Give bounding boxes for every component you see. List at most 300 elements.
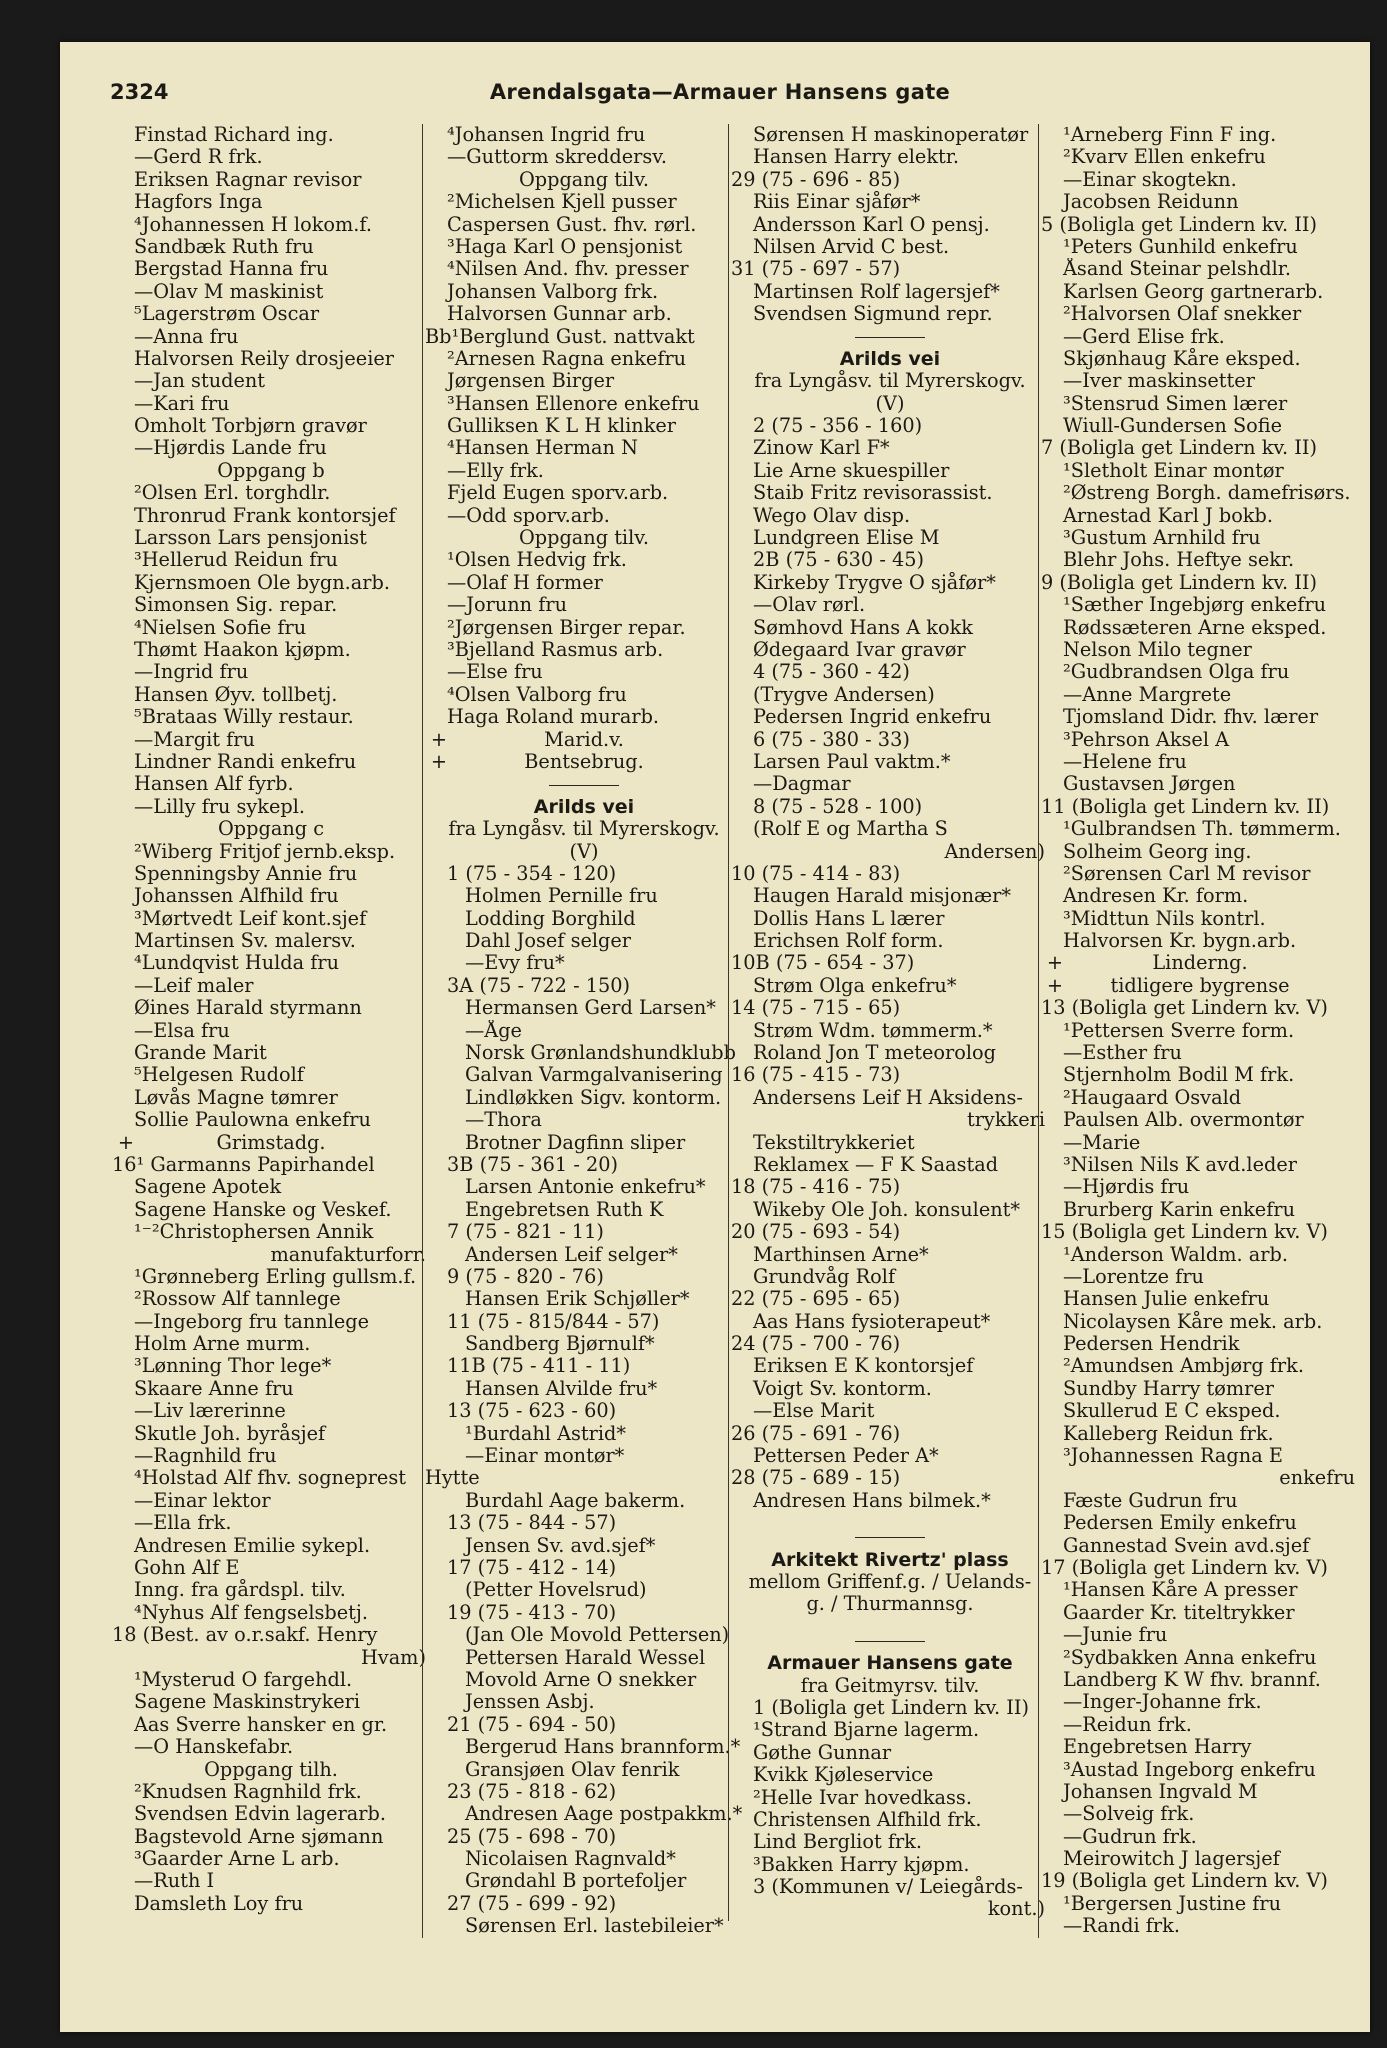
column-4 bbox=[1038, 124, 1359, 1938]
directory-entry: —O Hanskefabr. bbox=[134, 1736, 294, 1759]
directory-entry: ²Helle Ivar hovedkass. bbox=[753, 1786, 972, 1809]
directory-entry: 22 (75 - 695 - 65) bbox=[731, 1288, 901, 1311]
directory-entry: (Trygve Andersen) bbox=[753, 683, 935, 706]
directory-entry: 4 (75 - 360 - 42) bbox=[753, 661, 910, 684]
directory-entry: Andresen Hans bilmek.* bbox=[753, 1489, 991, 1512]
directory-entry: Hansen Erik Schjøller* bbox=[465, 1288, 690, 1311]
directory-entry: 16 (75 - 415 - 73) bbox=[731, 1064, 901, 1087]
cross-icon: + bbox=[430, 750, 448, 773]
section-divider bbox=[425, 773, 743, 795]
directory-entry: ⁴Nielsen Sofie fru bbox=[134, 616, 307, 639]
directory-entry: —Gerd Elise frk. bbox=[1063, 325, 1225, 348]
directory-entry: —Hjørdis Lande fru bbox=[134, 437, 327, 460]
directory-entry: ¹Burdahl Astrid* bbox=[465, 1422, 627, 1445]
directory-entry: —Ragnhild fru bbox=[134, 1445, 277, 1468]
directory-entry: 18 (75 - 416 - 75) bbox=[731, 1176, 901, 1199]
directory-entry: 13 (Boligla get Lindern kv. V) bbox=[1041, 997, 1328, 1020]
spacer bbox=[731, 1616, 1049, 1630]
directory-entry: ³Austad Ingeborg enkefru bbox=[1063, 1758, 1316, 1781]
directory-entry: Brotner Dagfinn sliper bbox=[465, 1131, 686, 1154]
directory-entry: —Else fru bbox=[447, 661, 543, 684]
directory-entry: 15 (Boligla get Lindern kv. V) bbox=[1041, 1221, 1328, 1244]
directory-entry: ²Jørgensen Birger repar. bbox=[447, 616, 686, 639]
directory-entry: Staib Fritz revisorassist. bbox=[753, 482, 993, 505]
directory-entry: enkefru bbox=[1279, 1467, 1355, 1490]
directory-entry: Sundby Harry tømrer bbox=[1063, 1377, 1275, 1400]
directory-entry: ¹Arneberg Finn F ing. bbox=[1063, 124, 1277, 146]
directory-entry: Sagene Apotek bbox=[134, 1176, 282, 1199]
directory-entry: 17 (Boligla get Lindern kv. V) bbox=[1041, 1557, 1328, 1579]
directory-entry: Martinsen Sv. malersv. bbox=[134, 930, 356, 953]
directory-entry: Nelson Milo tegner bbox=[1063, 638, 1252, 661]
directory-entry: Meirowitch J lagersjef bbox=[1063, 1848, 1280, 1871]
directory-entry: ³Gaarder Arne L arb. bbox=[134, 1848, 340, 1871]
directory-entry: Hytte bbox=[425, 1467, 480, 1490]
directory-entry: ³Haga Karl O pensjonist bbox=[447, 235, 683, 258]
directory-entry: Hagfors Inga bbox=[134, 191, 263, 214]
directory-entry: 31 (75 - 697 - 57) bbox=[731, 258, 901, 281]
directory-entry: 27 (75 - 699 - 92) bbox=[447, 1892, 617, 1915]
directory-entry: Simonsen Sig. repar. bbox=[134, 594, 338, 617]
directory-entry: 3 (Kommunen v/ Leiegårds- bbox=[753, 1876, 1023, 1899]
directory-entry: ²Halvorsen Olaf snekker bbox=[1063, 303, 1302, 326]
street-heading: Arilds vei bbox=[533, 795, 635, 818]
directory-entry: ¹Hansen Kåre A presser bbox=[1063, 1579, 1298, 1602]
section-divider bbox=[731, 1630, 1049, 1652]
directory-entry: 13 (75 - 844 - 57) bbox=[447, 1512, 617, 1535]
directory-entry: Sørensen H maskinoperatør bbox=[753, 124, 1029, 146]
directory-entry: Roland Jon T meteorolog bbox=[753, 1042, 996, 1065]
directory-entry: 11B (75 - 411 - 11) bbox=[447, 1355, 631, 1378]
directory-entry: Holm Arne murm. bbox=[134, 1333, 311, 1356]
directory-entry: —Elly frk. bbox=[447, 459, 544, 482]
directory-entry: Nilsen Arvid C best. bbox=[753, 235, 950, 258]
directory-entry: Hvam) bbox=[360, 1646, 426, 1669]
directory-entry: Pedersen Hendrik bbox=[1063, 1333, 1240, 1356]
directory-entry: 7 (75 - 821 - 11) bbox=[447, 1221, 604, 1244]
directory-entry: Damsleth Loy fru bbox=[134, 1892, 304, 1915]
directory-entry: Sollie Paulowna enkefru bbox=[134, 1109, 371, 1132]
directory-entry: Sagene Hanske og Veskef. bbox=[134, 1198, 392, 1221]
directory-entry: Løvås Magne tømrer bbox=[134, 1086, 338, 1109]
directory-entry: 1 (75 - 354 - 120) bbox=[447, 862, 617, 885]
directory-entry: ²Østreng Borgh. damefrisørs. bbox=[1063, 482, 1351, 505]
directory-entry: Sagene Maskinstrykeri bbox=[134, 1691, 361, 1714]
directory-entry: —Randi frk. bbox=[1063, 1915, 1180, 1938]
directory-entry: ³Bjelland Rasmus arb. bbox=[447, 638, 664, 661]
directory-entry: Lodding Borghild bbox=[465, 907, 636, 930]
directory-entry: Gustavsen Jørgen bbox=[1063, 773, 1236, 796]
directory-entry: Johanssen Alfhild fru bbox=[134, 885, 339, 908]
directory-entry: ¹Grønneberg Erling gullsm.f. bbox=[134, 1265, 417, 1288]
directory-entry: Pettersen Harald Wessel bbox=[465, 1646, 706, 1669]
directory-entry: Nicolaysen Kåre mek. arb. bbox=[1063, 1310, 1323, 1333]
directory-entry: Caspersen Gust. fhv. rørl. bbox=[447, 213, 697, 236]
directory-entry: 11 (75 - 815/844 - 57) bbox=[447, 1310, 660, 1333]
directory-entry: Thronrud Frank kontorsjef bbox=[134, 504, 396, 527]
directory-entry: Pettersen Peder A* bbox=[753, 1445, 939, 1468]
directory-entry: 11 (Boligla get Lindern kv. II) bbox=[1041, 795, 1330, 818]
directory-entry: 3B (75 - 361 - 20) bbox=[447, 1153, 619, 1176]
street-heading: Arkitekt Rivertz' plass bbox=[771, 1548, 1009, 1571]
directory-entry: 19 (75 - 413 - 70) bbox=[447, 1601, 617, 1624]
directory-entry: Grøndahl B portefoljer bbox=[465, 1870, 687, 1893]
directory-entry: —Inger-Johanne frk. bbox=[1063, 1691, 1262, 1714]
directory-entry: 5 (Boligla get Lindern kv. II) bbox=[1041, 213, 1317, 236]
directory-entry: Pedersen Ingrid enkefru bbox=[753, 706, 992, 729]
directory-entry: Andersens Leif H Aksidens- bbox=[753, 1086, 1023, 1109]
directory-entry: Svendsen Sigmund repr. bbox=[753, 303, 993, 326]
directory-entry: Jørgensen Birger bbox=[447, 370, 615, 393]
directory-entry: ²Gudbrandsen Olga fru bbox=[1063, 661, 1290, 684]
directory-entry: —Iver maskinsetter bbox=[1063, 370, 1255, 393]
directory-entry: Voigt Sv. kontorm. bbox=[753, 1377, 932, 1400]
directory-entry: ⁴Nyhus Alf fengselsbetj. bbox=[134, 1601, 368, 1624]
directory-entry: —Ruth I bbox=[134, 1870, 215, 1893]
directory-entry: Lindner Randi enkefru bbox=[134, 750, 357, 773]
column-2 bbox=[422, 124, 743, 1938]
directory-entry: Erichsen Rolf form. bbox=[753, 930, 944, 953]
directory-entry: Hansen Julie enkefru bbox=[1063, 1288, 1270, 1311]
directory-entry: 14 (75 - 715 - 65) bbox=[731, 997, 901, 1020]
directory-entry: Eriksen Ragnar revisor bbox=[134, 168, 362, 191]
directory-entry: Lind Bergliot frk. bbox=[753, 1831, 922, 1854]
directory-entry: Åsand Steinar pelshdlr. bbox=[1063, 258, 1291, 281]
directory-entry: —Helene fru bbox=[1063, 750, 1187, 773]
directory-entry: Sandbæk Ruth fru bbox=[134, 235, 314, 258]
directory-entry: kont.) bbox=[987, 1898, 1045, 1921]
directory-entry: ⁴Nilsen And. fhv. presser bbox=[447, 258, 689, 281]
cross-street-label: tidligere bygrense bbox=[1110, 974, 1290, 997]
cross-street-label: Linderng. bbox=[1152, 952, 1248, 975]
directory-entry: ²Kvarv Ellen enkefru bbox=[1063, 146, 1266, 169]
cross-icon: + bbox=[430, 728, 448, 751]
directory-entry: Engebretsen Ruth K bbox=[465, 1198, 664, 1221]
directory-entry: 16¹ Garmanns Papirhandel bbox=[112, 1153, 375, 1176]
directory-entry: ⁵Helgesen Rudolf bbox=[134, 1064, 304, 1087]
directory-entry: Kalleberg Reidun frk. bbox=[1063, 1422, 1274, 1445]
directory-entry: Haga Roland murarb. bbox=[447, 706, 660, 729]
directory-entry: —Else Marit bbox=[753, 1400, 875, 1423]
directory-entry: mellom Griffenf.g. / Uelands- bbox=[748, 1571, 1032, 1593]
directory-entry: —Lilly fru sykepl. bbox=[134, 795, 306, 818]
directory-entry: ¹Gulbrandsen Th. tømmerm. bbox=[1063, 818, 1341, 841]
page-title: Arendalsgata—Armauer Hansens gate bbox=[489, 80, 951, 104]
directory-entry: —Gudrun frk. bbox=[1063, 1825, 1197, 1848]
directory-entry: —Jorunn fru bbox=[447, 594, 567, 617]
cross-street-marker bbox=[1041, 975, 1359, 997]
directory-entry: (Petter Hovelsrud) bbox=[465, 1579, 647, 1602]
directory-entry: ³Midttun Nils kontrl. bbox=[1063, 907, 1266, 930]
directory-entry: Wikeby Ole Joh. konsulent* bbox=[753, 1198, 1021, 1221]
directory-entry: 23 (75 - 818 - 62) bbox=[447, 1780, 617, 1803]
directory-entry: Tjomsland Didr. fhv. lærer bbox=[1063, 706, 1319, 729]
directory-entry: 9 (Boligla get Lindern kv. II) bbox=[1041, 571, 1317, 594]
directory-entry: ³Gustum Arnhild fru bbox=[1063, 527, 1261, 550]
directory-entry: —Gerd R frk. bbox=[134, 146, 263, 169]
directory-entry: Spenningsby Annie fru bbox=[134, 862, 358, 885]
directory-entry: Kvikk Kjøleservice bbox=[753, 1764, 934, 1787]
directory-entry: Oppgang c bbox=[217, 818, 325, 841]
directory-entry: Sømhovd Hans A kokk bbox=[753, 616, 973, 639]
directory-entry: ⁵Brataas Willy restaur. bbox=[134, 706, 354, 729]
directory-entry: fra Geitmyrsv. tilv. bbox=[800, 1674, 980, 1697]
directory-entry: Hansen Harry elektr. bbox=[753, 146, 959, 169]
directory-entry: ³Nilsen Nils K avd.leder bbox=[1063, 1153, 1297, 1176]
directory-entry: ¹⁻²Christophersen Annik bbox=[134, 1221, 374, 1244]
spacer bbox=[731, 1512, 1049, 1526]
directory-entry: Halvorsen Gunnar arb. bbox=[447, 303, 672, 326]
directory-entry: ⁴Holstad Alf fhv. sogneprest bbox=[134, 1467, 406, 1490]
directory-entry: ¹Mysterud O fargehdl. bbox=[134, 1668, 353, 1691]
directory-entry: ¹Strand Bjarne lagerm. bbox=[753, 1719, 980, 1742]
directory-entry: Wiull-Gundersen Sofie bbox=[1063, 415, 1283, 438]
directory-entry: Strøm Olga enkefru* bbox=[753, 974, 957, 997]
directory-entry: ²Sørensen Carl M revisor bbox=[1063, 862, 1311, 885]
directory-entry: —Åge bbox=[465, 1019, 522, 1042]
directory-entry: 18 (Best. av o.r.sakf. Henry bbox=[112, 1624, 378, 1647]
directory-entry: Larsson Lars pensjonist bbox=[134, 527, 367, 550]
directory-entry: Wego Olav disp. bbox=[753, 504, 911, 527]
directory-entry: Zinow Karl F* bbox=[753, 437, 890, 460]
directory-entry: Andresen Emilie sykepl. bbox=[134, 1534, 371, 1557]
directory-entry: ³Pehrson Aksel A bbox=[1063, 728, 1230, 751]
directory-entry: Skaare Anne fru bbox=[134, 1377, 294, 1400]
directory-entry: ²Sydbakken Anna enkefru bbox=[1063, 1646, 1317, 1669]
directory-entry: Nicolaisen Ragnvald* bbox=[465, 1848, 676, 1871]
directory-entry: Øines Harald styrmann bbox=[134, 997, 362, 1020]
directory-entry: Jensen Sv. avd.sjef* bbox=[465, 1534, 656, 1557]
directory-entry: Karlsen Georg gartnerarb. bbox=[1063, 280, 1324, 303]
section-divider bbox=[731, 326, 1049, 348]
directory-entry: g. / Thurmannsg. bbox=[806, 1593, 974, 1616]
directory-entry: 17 (75 - 412 - 14) bbox=[447, 1557, 617, 1579]
directory-entry: ⁴Johannessen H lokom.f. bbox=[134, 213, 372, 236]
directory-entry: 28 (75 - 689 - 15) bbox=[731, 1467, 901, 1490]
directory-entry: ¹Anderson Waldm. arb. bbox=[1063, 1243, 1288, 1266]
directory-entry: Andresen Kr. form. bbox=[1063, 885, 1249, 908]
directory-entry: Bergerud Hans brannform.* bbox=[465, 1736, 741, 1759]
directory-entry: Andersen Leif selger* bbox=[465, 1243, 678, 1266]
directory-entry: Engebretsen Harry bbox=[1063, 1736, 1252, 1759]
directory-entry: Arnestad Karl J bokb. bbox=[1063, 504, 1273, 527]
directory-entry: (V) bbox=[875, 392, 905, 415]
directory-entry: Andersen) bbox=[944, 840, 1045, 863]
directory-entry: ⁴Johansen Ingrid fru bbox=[447, 124, 646, 146]
directory-entry: Sandberg Bjørnulf* bbox=[465, 1333, 655, 1356]
directory-entry: Larsen Paul vaktm.* bbox=[753, 750, 951, 773]
directory-entry: ¹Pettersen Sverre form. bbox=[1063, 1019, 1295, 1042]
directory-entry: ³Stensrud Simen lærer bbox=[1063, 392, 1288, 415]
directory-entry: (Rolf E og Martha S bbox=[753, 818, 948, 841]
directory-entry: Dahl Josef selger bbox=[465, 930, 632, 953]
directory-entry: 10 (75 - 414 - 83) bbox=[731, 862, 901, 885]
directory-entry: Christensen Alfhild frk. bbox=[753, 1808, 982, 1831]
directory-entry: Solheim Georg ing. bbox=[1063, 840, 1252, 863]
directory-entry: —Odd sporv.arb. bbox=[447, 504, 610, 527]
directory-entry: —Leif maler bbox=[134, 974, 254, 997]
cross-icon: + bbox=[1046, 974, 1064, 997]
directory-entry: Fjeld Eugen sporv.arb. bbox=[447, 482, 669, 505]
directory-entry: trykkeri bbox=[966, 1109, 1045, 1132]
directory-entry: Hermansen Gerd Larsen* bbox=[465, 997, 716, 1020]
directory-entry: Inng. fra gårdspl. tilv. bbox=[134, 1579, 346, 1602]
directory-entry: 3A (75 - 722 - 150) bbox=[447, 974, 631, 997]
directory-entry: 25 (75 - 698 - 70) bbox=[447, 1825, 617, 1848]
directory-entry: Kirkeby Trygve O sjåfør* bbox=[753, 571, 996, 594]
directory-entry: Oppgang tilv. bbox=[518, 168, 650, 191]
cross-street-marker bbox=[1041, 952, 1359, 974]
directory-entry: —Evy fru* bbox=[465, 952, 565, 975]
directory-entry: 29 (75 - 696 - 85) bbox=[731, 168, 901, 191]
directory-entry: 13 (75 - 623 - 60) bbox=[447, 1400, 617, 1423]
directory-entry: Lundgreen Elise M bbox=[753, 527, 940, 550]
directory-entry: —Anna fru bbox=[134, 325, 239, 348]
directory-entry: Thømt Haakon kjøpm. bbox=[134, 638, 351, 661]
directory-entry: Grundvåg Rolf bbox=[753, 1265, 896, 1288]
directory-entry: Kjernsmoen Ole bygn.arb. bbox=[134, 571, 390, 594]
cross-icon: + bbox=[1046, 952, 1064, 975]
directory-entry: Martinsen Rolf lagersjef* bbox=[753, 280, 1000, 303]
directory-entry: Andersson Karl O pensj. bbox=[753, 213, 990, 236]
directory-entry: Jenssen Asbj. bbox=[465, 1691, 595, 1714]
directory-entry: Finstad Richard ing. bbox=[134, 124, 334, 146]
cross-street-marker bbox=[425, 751, 743, 773]
directory-entry: 24 (75 - 700 - 76) bbox=[731, 1333, 901, 1356]
directory-entry: ²Haugaard Osvald bbox=[1063, 1086, 1242, 1109]
directory-entry: ²Olsen Erl. torghdlr. bbox=[134, 482, 331, 505]
directory-entry: Skjønhaug Kåre eksped. bbox=[1063, 347, 1301, 370]
directory-entry: Omholt Torbjørn gravør bbox=[134, 415, 367, 438]
directory-entry: ²Knudsen Ragnhild frk. bbox=[134, 1780, 362, 1803]
directory-entry: —Thora bbox=[465, 1109, 542, 1132]
directory-entry: —Ella frk. bbox=[134, 1512, 232, 1535]
directory-entry: ¹Bergersen Justine fru bbox=[1063, 1892, 1282, 1915]
directory-entry: 21 (75 - 694 - 50) bbox=[447, 1713, 617, 1736]
directory-entry: ³Johannessen Ragna E bbox=[1063, 1445, 1283, 1468]
directory-entry: ⁵Lagerstrøm Oscar bbox=[134, 303, 320, 326]
directory-entry: —Margit fru bbox=[134, 728, 255, 751]
directory-entry: Larsen Antonie enkefru* bbox=[465, 1176, 706, 1199]
directory-entry: Blehr Johs. Heftye sekr. bbox=[1063, 549, 1295, 572]
directory-entry: fra Lyngåsv. til Myrerskogv. bbox=[754, 370, 1026, 393]
directory-entry: 2B (75 - 630 - 45) bbox=[753, 549, 925, 572]
directory-entry: Bb¹Berglund Gust. nattvakt bbox=[425, 325, 695, 348]
directory-entry: —Liv lærerinne bbox=[134, 1400, 286, 1423]
directory-entry: 20 (75 - 693 - 54) bbox=[731, 1221, 901, 1244]
page-number: 2324 bbox=[110, 80, 169, 104]
directory-entry: 26 (75 - 691 - 76) bbox=[731, 1422, 901, 1445]
cross-street-marker bbox=[112, 1132, 430, 1154]
directory-entry: Movold Arne O snekker bbox=[465, 1668, 697, 1691]
directory-entry: Sørensen Erl. lastebileier* bbox=[465, 1915, 724, 1938]
directory-entry: Lindløkken Sigv. kontorm. bbox=[465, 1086, 722, 1109]
directory-entry: ¹Sletholt Einar montør bbox=[1063, 459, 1284, 482]
directory-entry: Halvorsen Kr. bygn.arb. bbox=[1063, 930, 1297, 953]
directory-entry: Bergstad Hanna fru bbox=[134, 258, 329, 281]
cross-street-marker bbox=[425, 729, 743, 751]
directory-entry: Aas Hans fysioterapeut* bbox=[753, 1310, 991, 1333]
directory-entry: —Reidun frk. bbox=[1063, 1713, 1192, 1736]
directory-entry: Galvan Varmgalvanisering bbox=[465, 1064, 723, 1087]
directory-entry: 9 (75 - 820 - 76) bbox=[447, 1265, 604, 1288]
directory-entry: ¹Peters Gunhild enkefru bbox=[1063, 235, 1298, 258]
directory-entry: —Dagmar bbox=[753, 773, 851, 796]
directory-entry: Rødssæteren Arne eksped. bbox=[1063, 616, 1327, 639]
directory-entry: —Guttorm skreddersv. bbox=[447, 146, 667, 169]
street-heading: Arilds vei bbox=[839, 347, 941, 370]
directory-entry: —Einar skogtekn. bbox=[1063, 168, 1237, 191]
directory-entry: Lie Arne skuespiller bbox=[753, 459, 950, 482]
cross-street-label: Grimstadg. bbox=[216, 1131, 326, 1154]
directory-entry: —Olav M maskinist bbox=[134, 280, 324, 303]
directory-entry: Jacobsen Reidunn bbox=[1063, 191, 1239, 214]
directory-entry: ⁴Olsen Valborg fru bbox=[447, 683, 627, 706]
directory-entry: ²Arnesen Ragna enkefru bbox=[447, 347, 687, 370]
directory-entry: Hansen Alf fyrb. bbox=[134, 773, 294, 796]
directory-entry: Bagstevold Arne sjømann bbox=[134, 1825, 384, 1848]
directory-entry: Gohn Alf E bbox=[134, 1557, 240, 1579]
directory-entry: Fæste Gudrun fru bbox=[1063, 1489, 1238, 1512]
directory-entry: Eriksen E K kontorsjef bbox=[753, 1355, 974, 1378]
directory-entry: Marthinsen Arne* bbox=[753, 1243, 929, 1266]
directory-entry: Strøm Wdm. tømmerm.* bbox=[753, 1019, 993, 1042]
directory-entry: 7 (Boligla get Lindern kv. II) bbox=[1041, 437, 1317, 460]
directory-entry: Andresen Aage postpakkm.* bbox=[465, 1803, 743, 1826]
directory-entry: Ødegaard Ivar gravør bbox=[753, 638, 966, 661]
street-heading: Armauer Hansens gate bbox=[767, 1652, 1013, 1675]
directory-entry: —Lorentze fru bbox=[1063, 1265, 1204, 1288]
directory-entry: Skullerud E C eksped. bbox=[1063, 1400, 1281, 1423]
directory-entry: —Einar lektor bbox=[134, 1489, 271, 1512]
directory-entry: ³Hellerud Reidun fru bbox=[134, 549, 338, 572]
directory-entry: manufakturforr. bbox=[270, 1243, 426, 1266]
directory-entry: Riis Einar sjåfør* bbox=[753, 191, 921, 214]
directory-entry: ²Wiberg Fritjof jernb.eksp. bbox=[134, 840, 396, 863]
directory-entry: ²Rossow Alf tannlege bbox=[134, 1288, 341, 1311]
cross-icon: + bbox=[117, 1131, 135, 1154]
directory-entry: —Ingrid fru bbox=[134, 661, 249, 684]
directory-entry: —Esther fru bbox=[1063, 1042, 1182, 1065]
directory-entry: —Junie fru bbox=[1063, 1624, 1168, 1647]
directory-entry: (V) bbox=[569, 840, 599, 863]
directory-entry: 1 (Boligla get Lindern kv. II) bbox=[753, 1696, 1029, 1719]
directory-entry: fra Lyngåsv. til Myrerskogv. bbox=[448, 818, 720, 841]
directory-entry: 8 (75 - 528 - 100) bbox=[753, 795, 923, 818]
cross-street-label: Marid.v. bbox=[544, 728, 624, 751]
directory-entry: Oppgang tilh. bbox=[204, 1758, 338, 1781]
page-header bbox=[110, 80, 1330, 114]
directory-entry: ²Michelsen Kjell pusser bbox=[447, 191, 677, 214]
directory-entry: Grande Marit bbox=[134, 1042, 267, 1065]
directory-entry: Oppgang tilv. bbox=[518, 527, 650, 550]
directory-entry: Gulliksen K L H klinker bbox=[447, 415, 677, 438]
directory-entry: Svendsen Edvin lagerarb. bbox=[134, 1803, 386, 1826]
directory-entry: ⁴Hansen Herman N bbox=[447, 437, 638, 460]
directory-entry: Halvorsen Reily drosjeeier bbox=[134, 347, 394, 370]
directory-entry: Reklamex — F K Saastad bbox=[753, 1153, 999, 1176]
directory-entry: 6 (75 - 380 - 33) bbox=[753, 728, 910, 751]
directory-entry: —Elsa fru bbox=[134, 1019, 230, 1042]
directory-entry: —Jan student bbox=[134, 370, 266, 393]
directory-entry: ³Mørtvedt Leif kont.sjef bbox=[134, 907, 367, 930]
directory-entry: —Marie bbox=[1063, 1131, 1141, 1154]
directory-entry: —Ingeborg fru tannlege bbox=[134, 1310, 370, 1333]
directory-entry: ²Amundsen Ambjørg frk. bbox=[1063, 1355, 1304, 1378]
directory-entry: —Anne Margrete bbox=[1063, 683, 1232, 706]
directory-entry: Johansen Ingvald M bbox=[1063, 1780, 1258, 1803]
directory-entry: Norsk Grønlandshundklubb bbox=[465, 1042, 736, 1065]
